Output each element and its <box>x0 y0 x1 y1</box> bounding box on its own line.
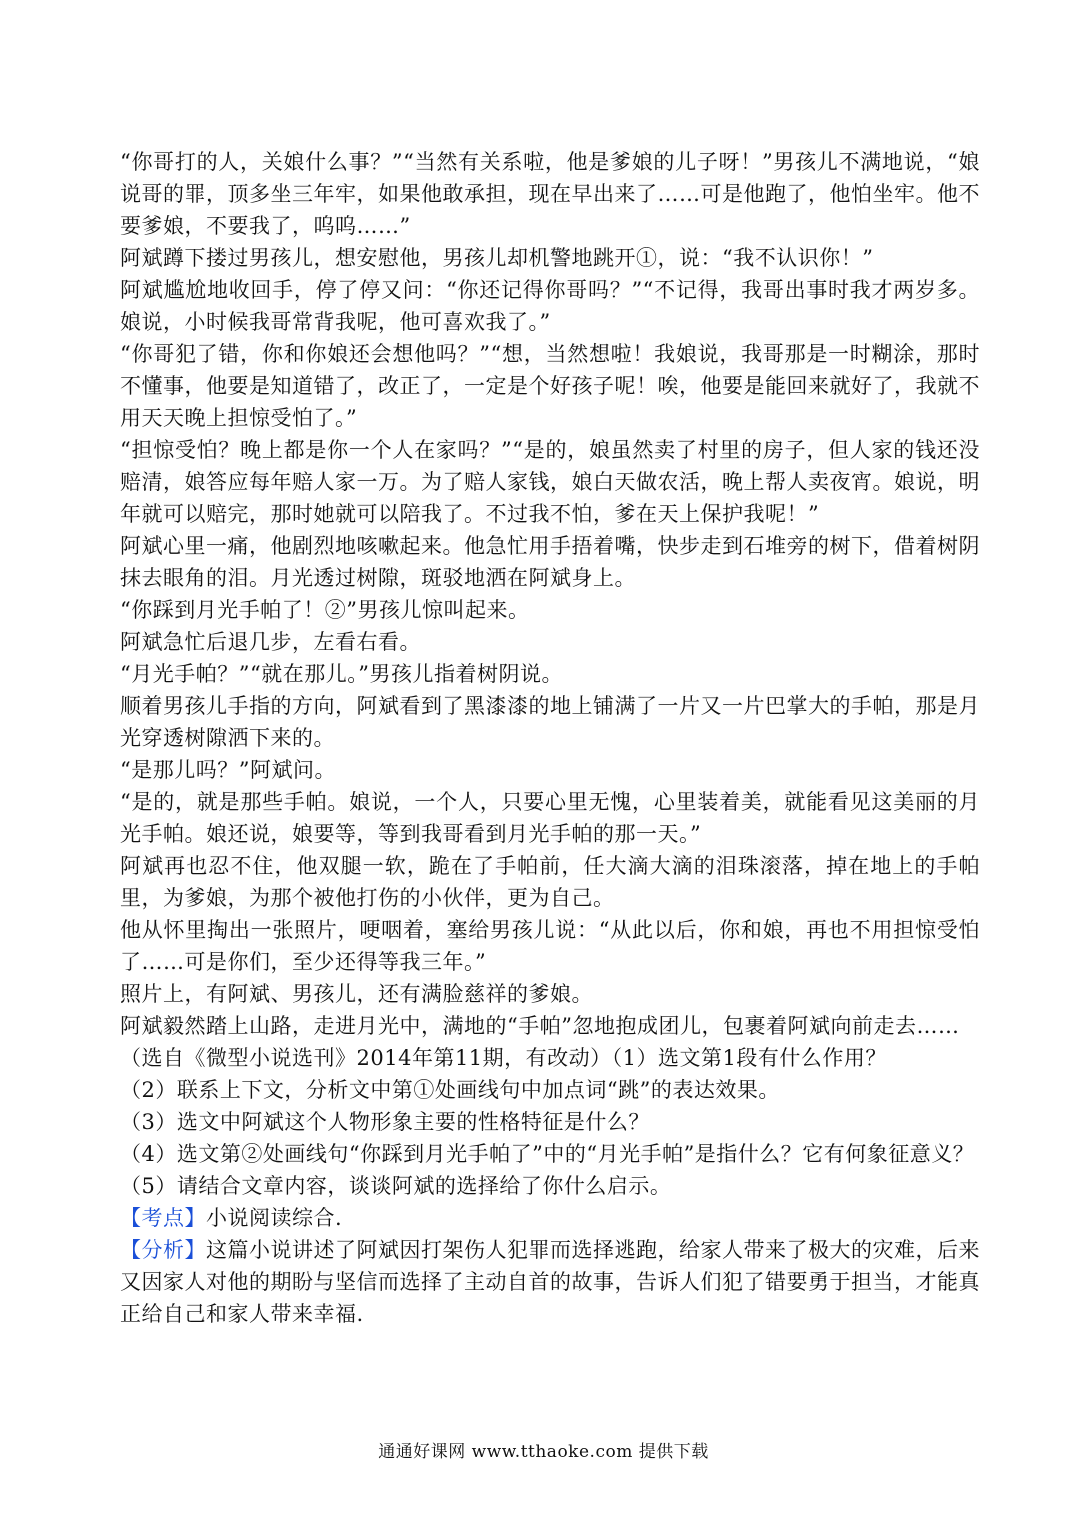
kaodian-line <box>120 1202 980 1234</box>
story-paragraph-6: 阿斌心里一痛，他剧烈地咳嗽起来。他急忙用手捂着嘴，快步走到石堆旁的树下，借着树阴抹去眼角的泪。月光透过树隙，斑驳地洒在阿斌身上。 <box>120 534 980 590</box>
story-paragraph-3: 阿斌尴尬地收回手，停了停又问：“你还记得你哥吗？”“不记得，我哥出事时我才两岁多。娘说，小时候我哥常背我呢，他可喜欢我了。” <box>120 278 980 334</box>
kaodian-tag: 【考点】 <box>120 1206 206 1230</box>
story-paragraph-1: “你哥打的人，关娘什么事？”“当然有关系啦，他是爹娘的儿子呀！”男孩儿不满地说，“娘说哥的罪，顶多坐三年牢，如果他敢承担，现在早出来了……可是他跑了，他怕坐牢。他不要爹娘，不要我了，呜呜……” <box>120 150 980 238</box>
story-paragraph-7: “你踩到月光手帕了！②”男孩儿惊叫起来。 <box>120 598 530 622</box>
document-body <box>120 146 980 1330</box>
story-paragraph-12: “是的，就是那些手帕。娘说，一个人，只要心里无愧，心里装着美，就能看见这美丽的月光手帕。娘还说，娘要等，等到我哥看到月光手帕的那一天。” <box>120 790 980 846</box>
question-1: （选自《微型小说选刊》2014年第11期，有改动）（1）选文第1段有什么作用？ <box>120 1046 887 1070</box>
question-4: （4）选文第②处画线句“你踩到月光手帕了”中的“月光手帕”是指什么？它有何象征意义？ <box>120 1142 975 1166</box>
question-5: （5）请结合文章内容，谈谈阿斌的选择给了你什么启示。 <box>120 1174 672 1198</box>
kaodian-text: 小说阅读综合. <box>206 1206 343 1230</box>
story-paragraph-2: 阿斌蹲下搂过男孩儿，想安慰他，男孩儿却机警地跳开①，说：“我不认识你！” <box>120 246 874 270</box>
question-3: （3）选文中阿斌这个人物形象主要的性格特征是什么？ <box>120 1110 650 1134</box>
story-paragraph-14: 他从怀里掏出一张照片，哽咽着，塞给男孩儿说：“从此以后，你和娘，再也不用担惊受怕了……可是你们，至少还得等我三年。” <box>120 918 980 974</box>
fenxi-text: 这篇小说讲述了阿斌因打架伤人犯罪而选择逃跑，给家人带来了极大的灾难，后来又因家人对他的期盼与坚信而选择了主动自首的故事，告诉人们犯了错要勇于担当，才能真正给自己和家人带来幸福. <box>120 1238 980 1326</box>
story-paragraph-8: 阿斌急忙后退几步，左看右看。 <box>120 630 421 654</box>
story-paragraph-4: “你哥犯了错，你和你娘还会想他吗？”“想，当然想啦！我娘说，我哥那是一时糊涂，那时不懂事，他要是知道错了，改正了，一定是个好孩子呢！唉，他要是能回来就好了，我就不用天天晚上担惊受怕了。” <box>120 342 980 430</box>
question-2: （2）联系上下文，分析文中第①处画线句中加点词“跳”的表达效果。 <box>120 1078 780 1102</box>
story-paragraph-13: 阿斌再也忍不住，他双腿一软，跪在了手帕前，任大滴大滴的泪珠滚落，掉在地上的手帕里，为爹娘，为那个被他打伤的小伙伴，更为自己。 <box>120 854 980 910</box>
story-paragraph-10: 顺着男孩儿手指的方向，阿斌看到了黑漆漆的地上铺满了一片又一片巴掌大的手帕，那是月光穿透树隙洒下来的。 <box>120 694 980 750</box>
story-paragraph-16: 阿斌毅然踏上山路，走进月光中，满地的“手帕”忽地抱成团儿，包裹着阿斌向前走去…… <box>120 1014 960 1038</box>
fenxi-tag: 【分析】 <box>120 1238 206 1262</box>
story-paragraph-5: “担惊受怕？晚上都是你一个人在家吗？”“是的，娘虽然卖了村里的房子，但人家的钱还没赔清，娘答应每年赔人家一万。为了赔人家钱，娘白天做农活，晚上帮人卖夜宵。娘说，明年就可以赔完，那时她就可以陪我了。不过我不怕，爹在天上保护我呢！” <box>120 438 980 526</box>
story-paragraph-11: “是那儿吗？”阿斌问。 <box>120 758 336 782</box>
story-paragraph-9: “月光手帕？”“就在那儿。”男孩儿指着树阴说。 <box>120 662 563 686</box>
fenxi-line <box>120 1234 980 1330</box>
story-paragraph-15: 照片上，有阿斌、男孩儿，还有满脸慈祥的爹娘。 <box>120 982 593 1006</box>
page-footer: 通通好课网 www.tthaoke.com 提供下载 <box>378 1442 709 1462</box>
